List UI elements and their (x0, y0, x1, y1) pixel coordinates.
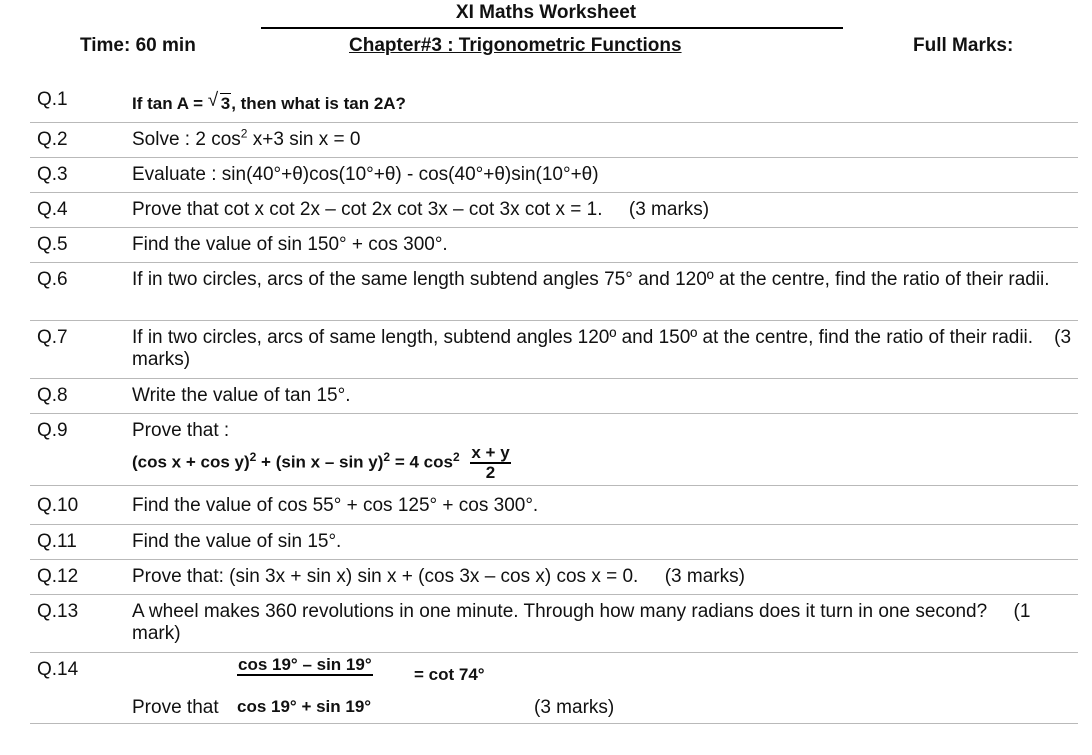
exponent: 2 (383, 449, 391, 464)
text-segment: If tan A = (132, 94, 208, 113)
text-segment: x+3 sin x = 0 (247, 129, 361, 150)
text-segment: = 4 cos (390, 452, 453, 472)
question-row (30, 83, 1078, 123)
exponent: 2 (249, 449, 257, 464)
question-number: Q.10 (37, 495, 79, 516)
marks-label: (3 marks) (534, 697, 615, 718)
question-number: Q.5 (37, 234, 68, 255)
question-text: If in two circles, arcs of the same length subtend angles 75° and 120º at the centre, find the ratio of their radii. (132, 269, 1050, 290)
question-row (30, 228, 1078, 263)
radicand: 3 (220, 94, 231, 113)
full-marks-label: Full Marks: (913, 35, 1014, 56)
question-text: Find the value of sin 150° + cos 300°. (132, 234, 448, 255)
question-text: Write the value of tan 15°. (132, 385, 351, 406)
question-row (30, 653, 1078, 724)
question-number: Q.8 (37, 385, 68, 406)
question-row (30, 263, 1078, 321)
question-row (30, 525, 1078, 560)
exponent: 2 (240, 126, 248, 141)
question-number: Q.9 (37, 420, 68, 441)
question-text: Prove that cot x cot 2x – cot 2x cot 3x – cot 3x cot x = 1. (3 marks) (132, 199, 710, 220)
question-number: Q.13 (37, 601, 79, 622)
fraction (470, 444, 510, 482)
question-list (30, 83, 1078, 724)
denominator: 2 (485, 463, 496, 482)
fraction (237, 656, 373, 694)
question-text: Prove that: (sin 3x + sin x) sin x + (cos 3x – cos x) cos x = 0. (3 marks) (132, 566, 745, 587)
question-number: Q.4 (37, 199, 68, 220)
question-number: Q.2 (37, 129, 68, 150)
question-text: Find the value of sin 15°. (132, 531, 342, 552)
question-text: Evaluate : sin(40°+θ)cos(10°+θ) - cos(40°+θ)sin(10°+θ) (132, 164, 599, 185)
question-row (30, 158, 1078, 193)
question-row (30, 560, 1078, 595)
text-segment: + (sin x – sin y) (256, 452, 384, 472)
text-segment: Prove that : (132, 420, 230, 441)
question-number: Q.12 (37, 566, 79, 587)
question-text: A wheel makes 360 revolutions in one minute. Through how many radians does it turn in one second? (1 mark) (132, 601, 1036, 644)
sqrt-expression: √ 3 (207, 90, 231, 113)
math-expression (132, 444, 1072, 482)
chapter-heading: Chapter#3 : Trigonometric Functions (349, 35, 682, 56)
question-text (132, 126, 1072, 151)
worksheet-title: XI Maths Worksheet (455, 2, 637, 23)
question-text (132, 420, 1072, 482)
denominator: cos 19° + sin 19° (237, 697, 372, 716)
text-segment: , then what is tan 2A? (231, 94, 406, 113)
question-number: Q.11 (37, 531, 77, 552)
question-number: Q.1 (37, 89, 68, 110)
question-row (30, 486, 1078, 525)
question-row (30, 193, 1078, 228)
question-row (30, 321, 1078, 379)
question-number: Q.3 (37, 164, 68, 185)
exponent: 2 (452, 449, 460, 464)
question-number: Q.14 (37, 659, 79, 680)
question-text: Find the value of cos 55° + cos 125° + cos 300°. (132, 495, 539, 516)
numerator: cos 19° – sin 19° (238, 655, 372, 674)
question-text (132, 90, 1072, 115)
title-rule (261, 27, 843, 29)
question-number: Q.7 (37, 327, 68, 348)
equation-rhs: = cot 74° (414, 665, 485, 684)
text-segment: Solve : 2 cos (132, 129, 241, 150)
prove-that-label: Prove that (132, 697, 219, 718)
question-number: Q.6 (37, 269, 68, 290)
question-row (30, 379, 1078, 414)
question-text: If in two circles, arcs of same length, subtend angles 120º and 150º at the centre, find the ratio of their radii. (3 marks) (132, 327, 1077, 370)
question-row (30, 123, 1078, 158)
question-row (30, 595, 1078, 653)
text-segment: (cos x + cos y) (132, 452, 250, 472)
time-label: Time: 60 min (80, 35, 196, 56)
numerator: x + y (471, 443, 510, 462)
question-row (30, 414, 1078, 486)
